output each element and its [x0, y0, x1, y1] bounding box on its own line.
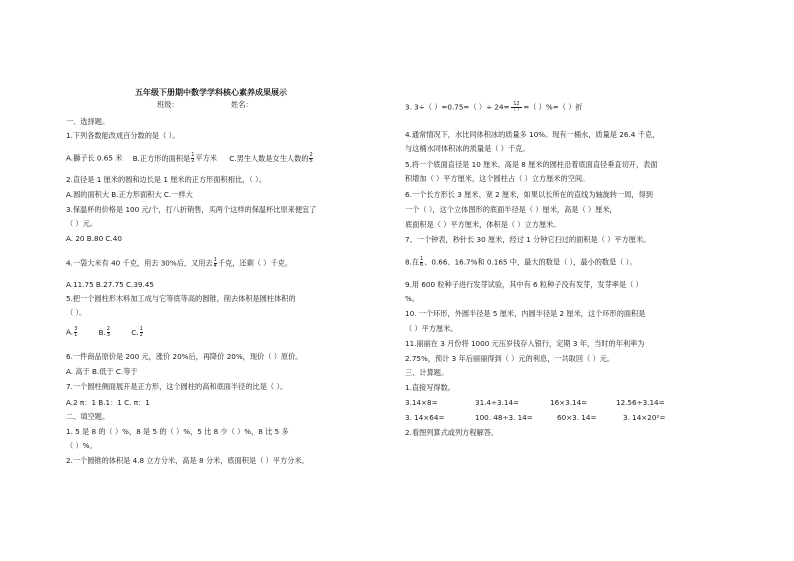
- question-5-options: A. $\frac{3}{1}$ B. $\frac{2}{3}$ C. $\frac{1}{2}$: [66, 326, 143, 338]
- fill-5: 5.将一个底面直径是 10 厘米、高是 8 厘米的圆柱沿着底面直径垂直切开，表面: [405, 160, 658, 169]
- fill-9: 9.用 600 粒种子进行发芽试验，其中有 6 粒种子没有发芽，发芽率是（ ）: [405, 280, 643, 289]
- calc-item: 3.14×8=: [405, 398, 438, 407]
- question-7-options: A.2 π：1 B.1：1 C. π：1: [66, 398, 150, 407]
- section-choice-heading: 一、选择题。: [66, 117, 110, 126]
- calc-item: 12.56÷3.14=: [616, 398, 665, 407]
- question-3-cont: （ ）元。: [66, 219, 98, 228]
- calc-item: 100. 48÷3. 14=: [475, 413, 533, 422]
- fill-11: 11.丽丽在 3 月份将 1000 元压岁钱存入银行，定期 3 年，当时的年利率为: [405, 339, 645, 348]
- fill-10: 10. 一个环形，外圆半径是 5 厘米，内圆半径是 2 厘米，这个环形的面积是: [405, 309, 646, 318]
- fill-1: 1. 5 是 8 的（ ）%，8 是 5 的（ ）%，5 比 8 少（ ）%，8 比 5 多: [66, 427, 289, 436]
- fraction: $\frac{1}{4}$: [213, 257, 217, 269]
- fraction: $\frac{1}{6}$: [420, 256, 424, 268]
- fraction: $\frac{1}{2}$: [139, 326, 143, 338]
- question-4-options: A.11.75 B.27.75 C.39.45: [66, 280, 154, 289]
- fill-7: 7、一个钟表，秒针长 30 厘米，经过 1 分钟它扫过的面积是（ ）平方厘米。: [405, 235, 651, 244]
- question-7: 7.一个圆柱侧面展开是正方形，这个圆柱的高和底面半径的比是（ ）。: [66, 382, 288, 391]
- calc-item: 3. 14×20²=: [623, 413, 666, 422]
- fill-4: 4.通常情况下，水比同体积冰的质量多 10%。现有一桶水，质量是 26.4 千克，: [405, 130, 660, 139]
- fill-1-cont: （ ）%。: [66, 441, 97, 450]
- exam-title: 五年级下册期中数学学科核心素养成果展示: [135, 88, 287, 97]
- question-3-options: A. 20 B.80 C.40: [66, 234, 122, 243]
- question-2: 2.直径是 1 厘米的圆和边长是 1 厘米的正方形面积相比，（ ）。: [66, 175, 266, 184]
- section-calc-heading: 三、计算题。: [405, 368, 449, 377]
- fraction: $\frac{1}{2}$: [191, 152, 195, 164]
- question-6: 6.一件商品原价是 200 元，涨价 20%后，再降价 20%，现价（ ）原价。: [66, 352, 303, 361]
- fill-6: 6.一个长方形长 3 厘米、宽 2 厘米，如果以长所在的直线为轴旋转一周，得到: [405, 190, 653, 199]
- fraction: $\frac{2}{5}$: [309, 152, 313, 164]
- calc-1: 1.直接写得数。: [405, 383, 455, 392]
- calc-2: 2.看图列算式或列方程解答。: [405, 428, 499, 437]
- fill-5-cont: 积增加（ ）平方厘米，这个圆柱占（ ）立方厘米的空间。: [405, 174, 590, 183]
- fill-9-cont: %。: [405, 294, 420, 303]
- question-5-cont: （ ）。: [66, 308, 87, 317]
- class-label: 班级：: [157, 100, 179, 109]
- fill-8: 8.在 $\frac{1}{6}$ 、0.66、16.7%和 0.165 中，最大的数是（ ），最小的数是（ ）。: [405, 256, 637, 268]
- question-3: 3.保温杯的价格是 100 元/个，打八折销售，买两个这样的保温杯比原来便宜了: [66, 205, 317, 214]
- fill-3: 3. 3÷（ ）=0.75=（ ）÷ 24= $\frac{12}{( )}$ =（ ）%=（ ）折: [405, 101, 583, 113]
- question-5: 5.把一个圆柱形木料加工成与它等底等高的圆锥，削去体积是圆柱体积的: [66, 294, 296, 303]
- calc-item: 16×3.14=: [550, 398, 588, 407]
- fill-4-cont: 与这桶水同体积冰的质量是（ ）千克。: [405, 144, 530, 153]
- fraction: $\frac{3}{1}$: [74, 326, 78, 338]
- fraction: $\frac{2}{3}$: [106, 326, 110, 338]
- fill-10-cont: （ ）平方厘米。: [405, 324, 458, 333]
- question-4: 4.一袋大米有 40 千克，用去 30%后，又用去 $\frac{1}{4}$ 千克，还剩（ ）千克。: [66, 257, 293, 269]
- fill-2: 2.一个圆锥的体积是 4.8 立方分米，高是 8 分米，底面积是（ ）平方分米。: [66, 456, 309, 465]
- question-1-options: A.獅子长 0.65 米 B.正方形的面积是 $\frac{1}{2}$ 平方米 C.男生人数是女生人数的 $\frac{2}{5}$: [66, 152, 313, 164]
- calc-item: 60×3. 14=: [557, 413, 597, 422]
- question-2-options: A.圆的面积大 B.正方形面积大 C.一样大: [66, 190, 193, 199]
- fraction: $\frac{12}{( )}$: [510, 101, 523, 113]
- name-label: 姓名：: [231, 100, 253, 109]
- fill-6-cont: 一个（ ），这个立体图形的底面半径是（ ）厘米，高是（ ）厘米，: [405, 205, 617, 214]
- calc-item: 3. 14×64=: [405, 413, 445, 422]
- question-6-options: A. 高于 B.低于 C.等于: [66, 367, 138, 376]
- section-fill-heading: 二、填空题。: [66, 412, 110, 421]
- calc-item: 31.4÷3.14=: [475, 398, 520, 407]
- fill-11-cont: 2.75%，预计 3 年后丽丽得到（ ）元的利息，一共取回（ ）元。: [405, 354, 615, 363]
- question-1: 1.下列各数能改成百分数的是（ ）。: [66, 131, 180, 140]
- fill-6-cont-2: 底面积是（ ）平方厘米，体积是（ ）立方厘米。: [405, 220, 561, 229]
